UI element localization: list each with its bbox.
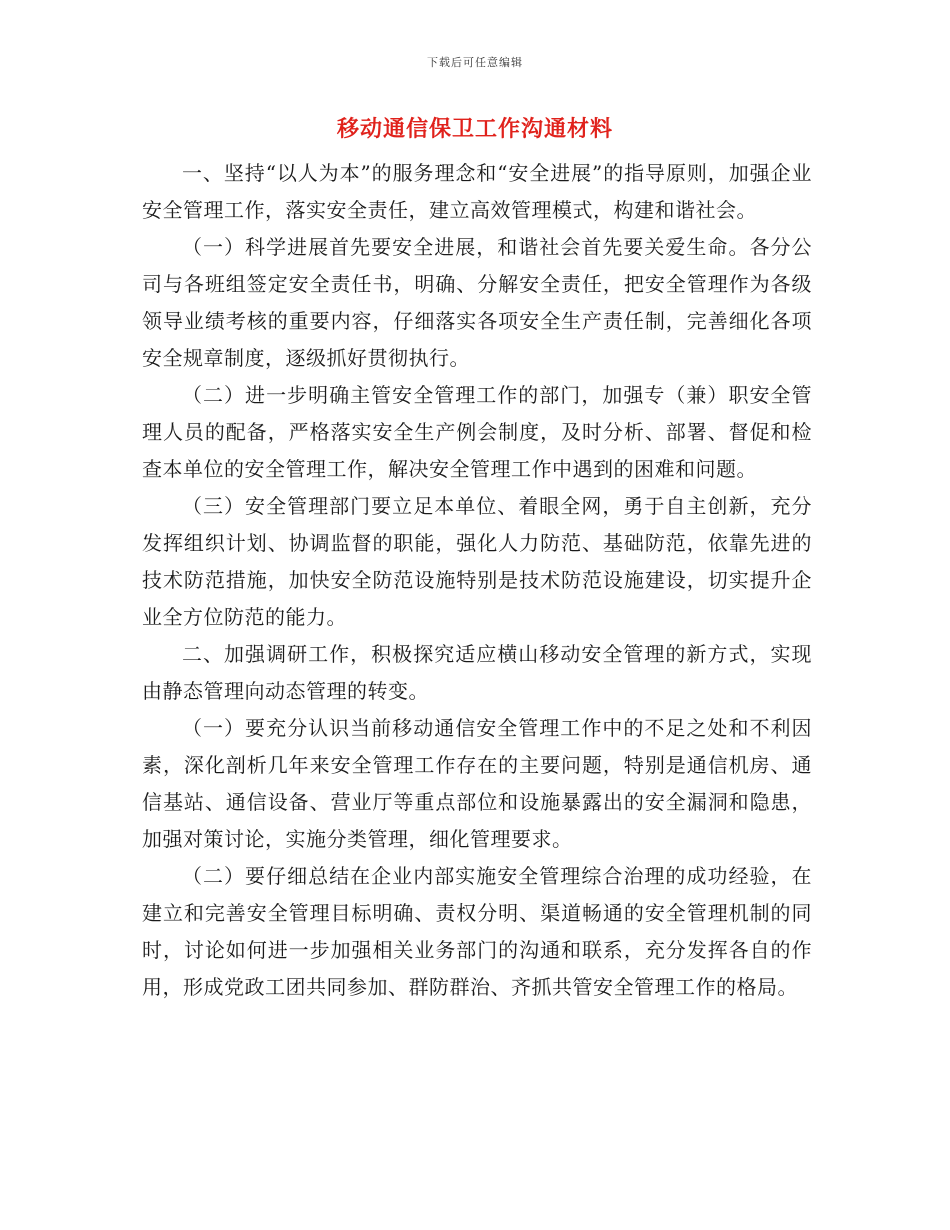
paragraph: （二）要仔细总结在企业内部实施安全管理综合治理的成功经验，在建立和完善安全管理目标明确、责权分明、渠道畅通的安全管理机制的同时，讨论如何进一步加强相关业务部门的沟通和联系，充分发挥各自的作用，形成党政工团共同参加、群防群治、齐抓共管安全管理工作的格局。 <box>142 864 812 999</box>
paragraph: （二）进一步明确主管安全管理工作的部门，加强专（兼）职安全管理人员的配备，严格落实安全生产例会制度，及时分析、部署、督促和检查本单位的安全管理工作，解决安全管理工作中遇到的困难和问题。 <box>142 383 812 481</box>
paragraph: （一）科学进展首先要安全进展，和谐社会首先要关爱生命。各分公司与各班组签定安全责任书，明确、分解安全责任，把安全管理作为各级领导业绩考核的重要内容，仔细落实各项安全生产责任制，完善细化各项安全规章制度，逐级抓好贯彻执行。 <box>142 235 812 370</box>
document-title: 移动通信保卫工作沟通材料 <box>336 116 613 142</box>
paragraph: （三）安全管理部门要立足本单位、着眼全网，勇于自主创新，充分发挥组织计划、协调监督的职能，强化人力防范、基础防范，依靠先进的技术防范措施，加快安全防范设施特别是技术防范设施建设，切实提升企业全方位防范的能力。 <box>142 494 812 629</box>
header-note: 下载后可任意编辑 <box>427 56 523 69</box>
document-body <box>142 155 812 1006</box>
paragraph: 二、加强调研工作，积极探究适应横山移动安全管理的新方式，实现由静态管理向动态管理的转变。 <box>142 642 812 703</box>
paragraph: （一）要充分认识当前移动通信安全管理工作中的不足之处和不利因素，深化剖析几年来安全管理工作存在的主要问题，特别是通信机房、通信基站、通信设备、营业厅等重点部位和设施暴露出的安全漏洞和隐患，加强对策讨论，实施分类管理，细化管理要求。 <box>142 716 812 851</box>
paragraph: 一、坚持“以人为本”的服务理念和“安全进展”的指导原则，加强企业安全管理工作，落实安全责任，建立高效管理模式，构建和谐社会。 <box>142 161 812 222</box>
